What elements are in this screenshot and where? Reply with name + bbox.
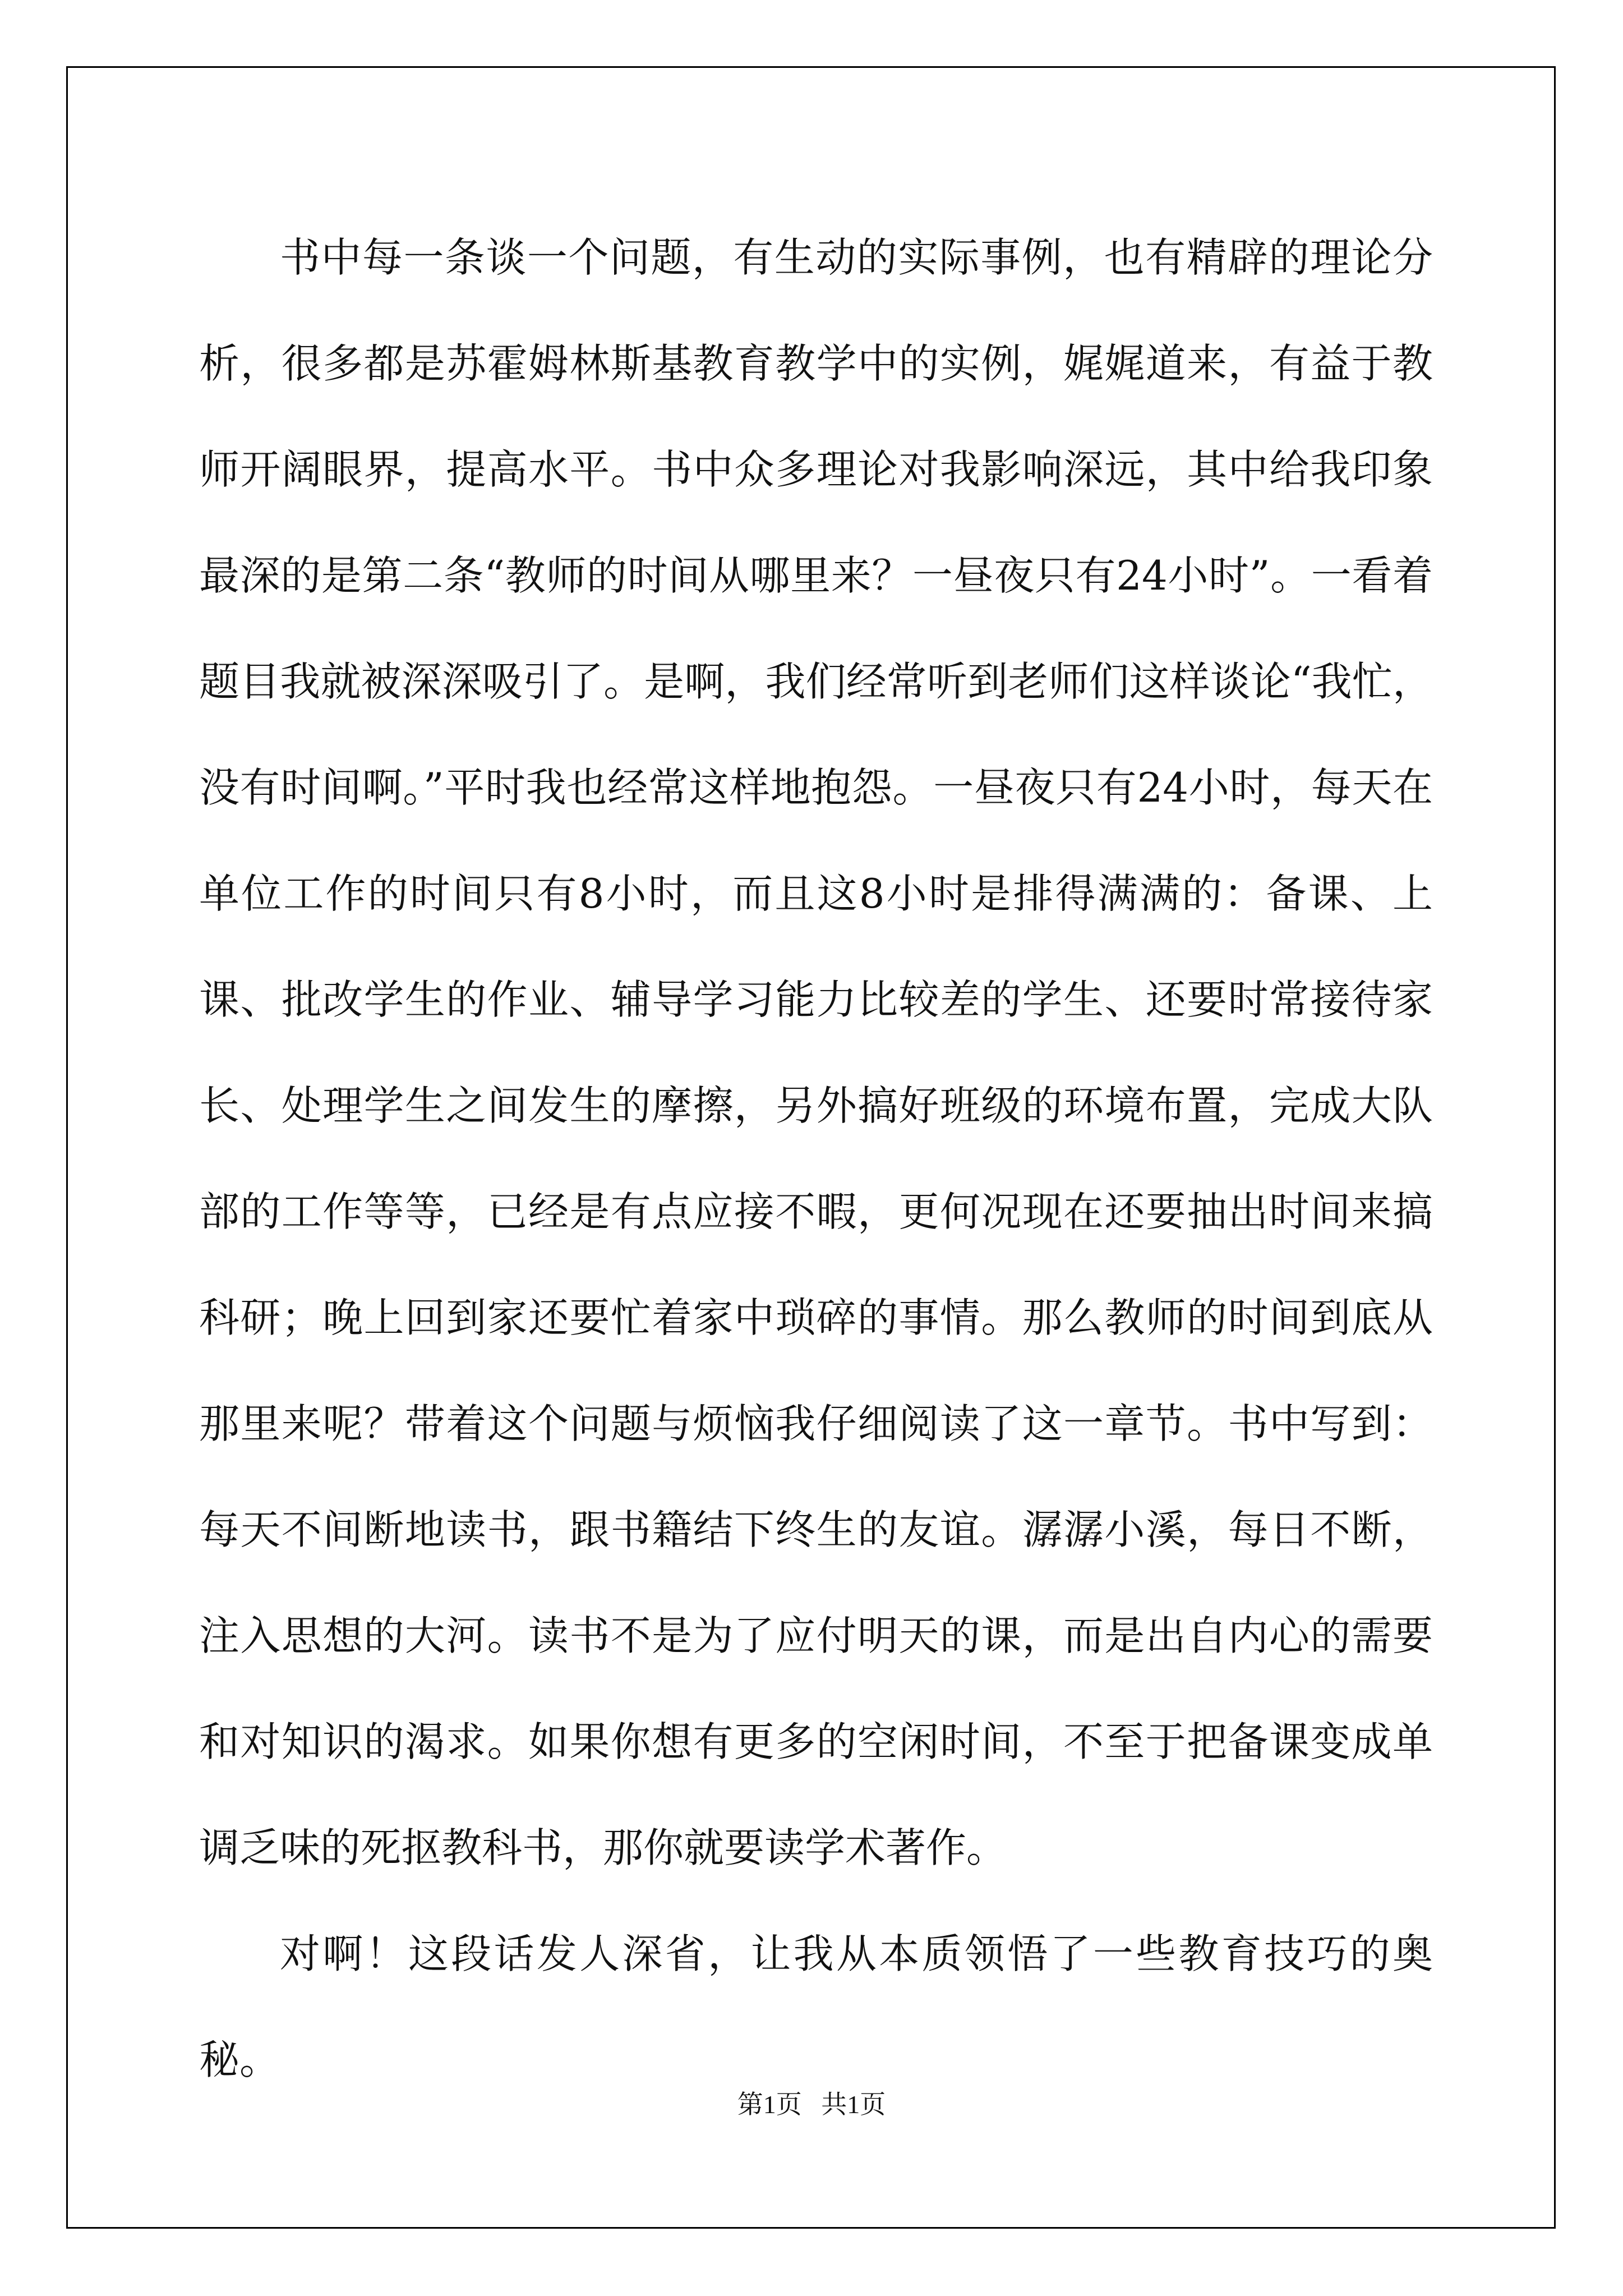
page-number: 第1页 — [737, 2090, 802, 2119]
page-total: 共1页 — [821, 2090, 886, 2119]
paragraph: 对啊！这段话发人深省，让我从本质领悟了一些教育技巧的奥秘。 — [199, 1930, 1433, 2083]
document-body — [199, 205, 1433, 2113]
paragraph: 书中每一条谈一个问题，有生动的实际事例，也有精辟的理论分析，很多都是苏霍姆林斯基教育教学中的实例，娓娓道来，有益于教师开阔眼界，提高水平。书中众多理论对我影响深远，其中给我印象最深的是第二条“教师的时间从哪里来？一昼夜只有24小时”。一看着题目我就被深深吸引了。是啊，我们经常听到老师们这样谈论“我忙，没有时间啊。”平时我也经常这样地抱怨。一昼夜只有24小时，每天在单位工作的时间只有8小时，而且这8小时是排得满满的：备课、上课、批改学生的作业、辅导学习能力比较差的学生、还要时常接待家长、处理学生之间发生的摩擦，另外搞好班级的环境布置，完成大队部的工作等等，已经是有点应接不暇，更何况现在还要抽出时间来搞科研；晚上回到家还要忙着家中琐碎的事情。那么教师的时间到底从那里来呢？带着这个问题与烦恼我仔细阅读了这一章节。书中写到：每天不间断地读书，跟书籍结下终生的友谊。潺潺小溪，每日不断，注入思想的大河。读书不是为了应付明天的课，而是出自内心的需要和对知识的渴求。如果你想有更多的空闲时间，不至于把备课变成单调乏味的死抠教科书，那你就要读学术著作。 — [199, 234, 1433, 1871]
page-footer — [0, 2084, 1623, 2121]
